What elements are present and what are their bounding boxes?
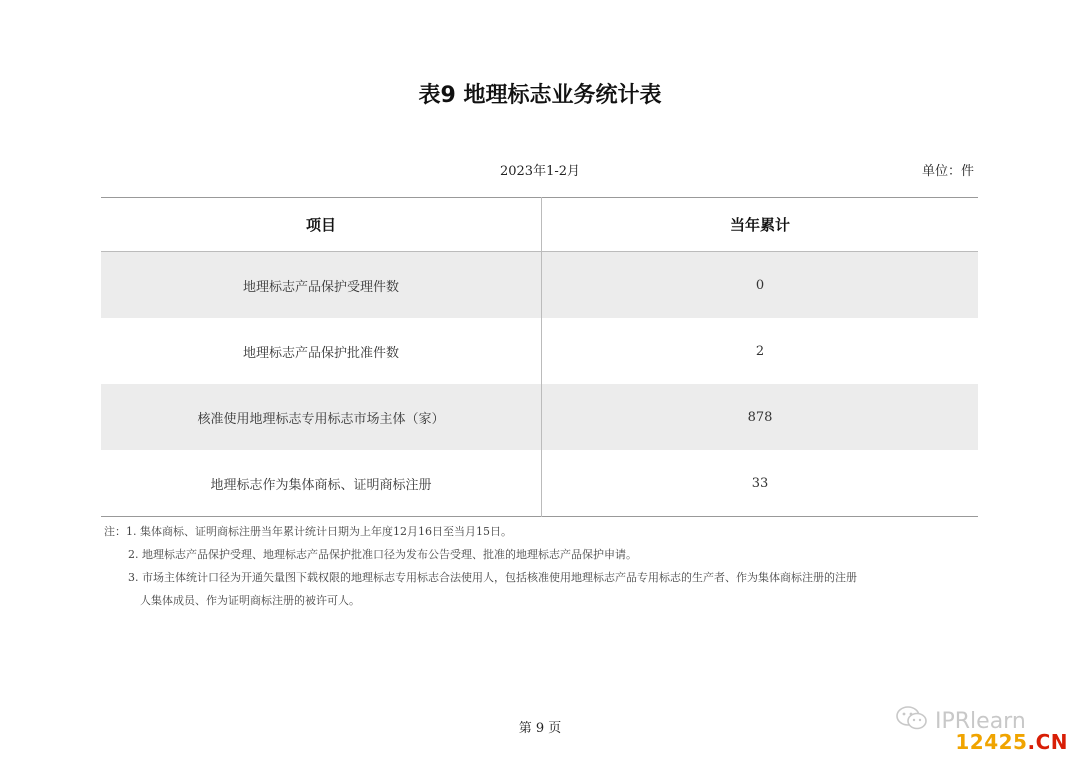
row-value: 33 — [751, 475, 769, 491]
table-row — [101, 450, 978, 517]
table-row — [101, 252, 978, 319]
site-domain: .CN — [1027, 730, 1068, 754]
row-item: 地理标志作为集体商标、证明商标注册 — [101, 450, 542, 517]
note-1: 注：1. 集体商标、证明商标注册当年累计统计日期为上年度12月16日至当月15日。 — [104, 525, 512, 538]
wechat-icon — [895, 704, 929, 738]
header-cumulative: 当年累计 — [542, 198, 979, 252]
table-row — [101, 318, 978, 384]
row-item: 地理标志产品保护批准件数 — [101, 318, 542, 384]
row-item: 地理标志产品保护受理件数 — [101, 252, 542, 319]
unit-label: 单位：件 — [921, 164, 974, 179]
row-item: 核准使用地理标志专用标志市场主体（家） — [101, 384, 542, 450]
table-row — [101, 384, 978, 450]
note-2: 2. 地理标志产品保护受理、地理标志产品保护批准口径为发布公告受理、批准的地理标志产品保护申请。 — [128, 548, 637, 561]
site-number: 12425 — [955, 730, 1028, 754]
row-value: 0 — [542, 252, 979, 319]
table-notes — [104, 520, 984, 612]
page-number: 第 9 页 — [518, 721, 562, 736]
row-value: 2 — [755, 343, 765, 359]
site-watermark — [955, 730, 1068, 754]
row-value: 878 — [542, 384, 979, 450]
header-item: 项目 — [101, 198, 542, 252]
statistics-table — [101, 197, 978, 517]
table-title: 表9 地理标志业务统计表 — [418, 83, 662, 108]
note-3-continued: 人集体成员、作为证明商标注册的被许可人。 — [140, 594, 360, 607]
table-header-row — [101, 198, 978, 252]
note-3: 3. 市场主体统计口径为开通矢量图下载权限的地理标志专用标志合法使用人，包括核准使用地理标志产品专用标志的生产者、作为集体商标注册的注册 — [128, 571, 857, 584]
period-label: 2023年1-2月 — [499, 164, 581, 179]
wechat-account-name: IPRlearn — [935, 708, 1026, 734]
